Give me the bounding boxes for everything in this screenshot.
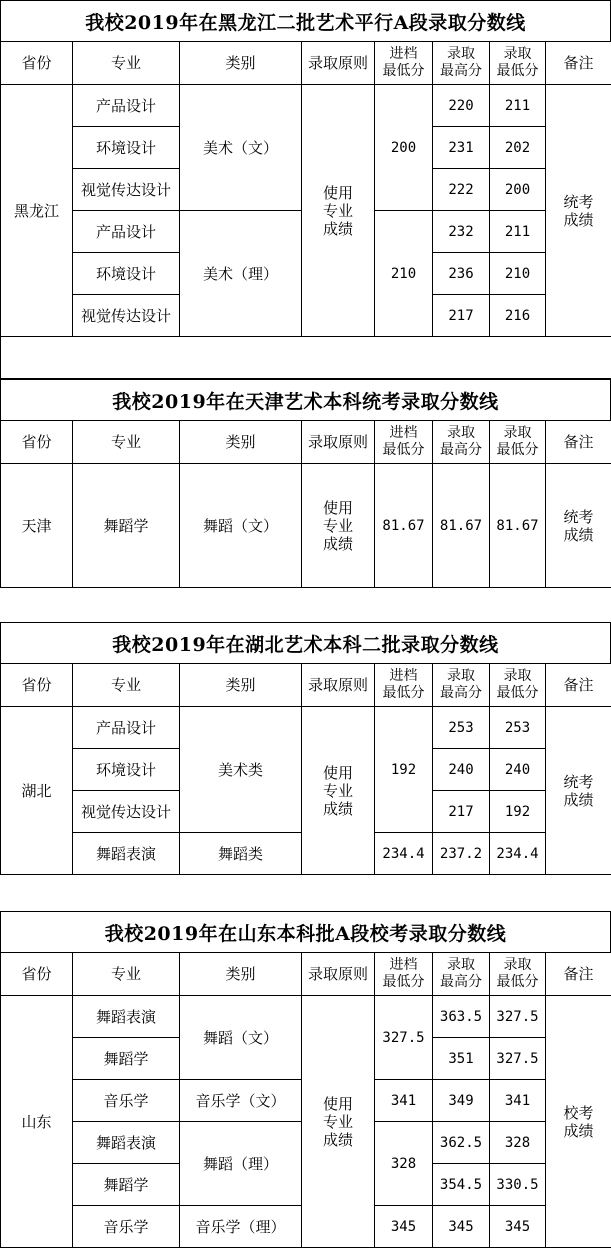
header-entry-min-l2: 最低分 [382, 685, 425, 701]
admit-min-cell: 211 [490, 85, 546, 127]
admit-max-cell: 81.67 [433, 464, 490, 588]
note-l1: 统考 [563, 507, 594, 526]
province-cell: 天津 [1, 464, 73, 588]
admit-min-cell: 216 [490, 295, 546, 337]
hubei-table [0, 663, 611, 875]
principle-l2: 专业 [322, 201, 353, 220]
table-row [1, 85, 611, 127]
header-category: 类别 [180, 42, 302, 85]
header-entry-min [375, 664, 433, 707]
shandong-title: 我校2019年在山东本科批A段校考录取分数线 [0, 911, 611, 952]
shandong-section [0, 911, 611, 1248]
header-principle: 录取原则 [302, 953, 375, 996]
header-admit-max [433, 953, 490, 996]
header-entry-min [375, 421, 433, 464]
major-cell: 舞蹈表演 [73, 833, 180, 875]
heilongjiang-table [0, 41, 611, 379]
province-cell: 湖北 [1, 707, 73, 875]
principle-l3: 成绩 [322, 799, 353, 818]
header-admit-max [433, 421, 490, 464]
header-entry-min-l1: 进档 [389, 46, 418, 62]
note-l2: 成绩 [563, 210, 594, 229]
major-cell: 舞蹈表演 [73, 1122, 180, 1164]
admit-max-cell: 351 [433, 1038, 490, 1080]
admit-min-cell: 202 [490, 127, 546, 169]
header-entry-min [375, 42, 433, 85]
empty-spacer-cell [1, 337, 611, 379]
header-principle: 录取原则 [302, 421, 375, 464]
category-cell: 美术类 [180, 707, 302, 833]
header-category: 类别 [180, 664, 302, 707]
principle-cell [302, 996, 375, 1248]
header-row [1, 664, 611, 707]
admit-max-cell: 231 [433, 127, 490, 169]
header-admit-min-l1: 录取 [503, 425, 532, 441]
note-cell [546, 464, 611, 588]
major-cell: 视觉传达设计 [73, 169, 180, 211]
principle-l2: 专业 [322, 1112, 353, 1131]
header-entry-min-l2: 最低分 [382, 974, 425, 990]
admit-max-cell: 363.5 [433, 996, 490, 1038]
note-cell [546, 707, 611, 875]
major-cell: 视觉传达设计 [73, 295, 180, 337]
admit-min-cell: 234.4 [490, 833, 546, 875]
category-cell: 舞蹈（理） [180, 1122, 302, 1206]
major-cell: 舞蹈表演 [73, 996, 180, 1038]
note-l2: 成绩 [563, 525, 594, 544]
principle-l1: 使用 [322, 183, 353, 202]
admit-max-cell: 345 [433, 1206, 490, 1248]
principle-l2: 专业 [322, 781, 353, 800]
major-cell: 舞蹈学 [73, 1038, 180, 1080]
province-cell: 山东 [1, 996, 73, 1248]
admit-max-cell: 354.5 [433, 1164, 490, 1206]
admit-max-cell: 222 [433, 169, 490, 211]
header-row [1, 953, 611, 996]
entry-min-cell: 327.5 [375, 996, 433, 1080]
heilongjiang-title: 我校2019年在黑龙江二批艺术平行A段录取分数线 [0, 0, 611, 41]
entry-min-cell: 210 [375, 211, 433, 337]
header-admit-max-l1: 录取 [447, 46, 475, 62]
principle-l3: 成绩 [322, 534, 353, 553]
principle-cell [302, 464, 375, 588]
admit-min-cell: 328 [490, 1122, 546, 1164]
header-admit-min-l1: 录取 [503, 957, 532, 973]
empty-spacer-row [1, 337, 611, 379]
table-row [1, 996, 611, 1038]
admit-min-cell: 211 [490, 211, 546, 253]
header-entry-min-l1: 进档 [389, 668, 418, 684]
note-l1: 统考 [563, 772, 594, 791]
principle-l3: 成绩 [322, 219, 353, 238]
header-admit-max-l2: 最高分 [440, 63, 482, 79]
header-major: 专业 [73, 953, 180, 996]
header-admit-min-l2: 最低分 [496, 63, 539, 79]
header-entry-min-l1: 进档 [389, 957, 418, 973]
header-principle: 录取原则 [302, 42, 375, 85]
principle-l2: 专业 [322, 516, 353, 535]
header-admit-min-l2: 最低分 [496, 685, 539, 701]
header-admit-min-l1: 录取 [503, 668, 532, 684]
admit-max-cell: 240 [433, 749, 490, 791]
entry-min-cell: 200 [375, 85, 433, 211]
major-cell: 产品设计 [73, 211, 180, 253]
category-cell: 美术（文） [180, 85, 302, 211]
tianjin-section [0, 379, 611, 588]
principle-cell [302, 707, 375, 875]
category-cell: 舞蹈（文） [180, 464, 302, 588]
category-cell: 音乐学（理） [180, 1206, 302, 1248]
note-l2: 成绩 [563, 1121, 594, 1140]
category-cell: 美术（理） [180, 211, 302, 337]
principle-cell [302, 85, 375, 337]
principle-l3: 成绩 [322, 1130, 353, 1149]
header-note: 备注 [546, 421, 611, 464]
header-entry-min [375, 953, 433, 996]
hubei-section [0, 622, 611, 875]
note-l1: 统考 [563, 192, 594, 211]
heilongjiang-section [0, 0, 611, 379]
header-province: 省份 [1, 421, 73, 464]
header-category: 类别 [180, 421, 302, 464]
header-province: 省份 [1, 664, 73, 707]
admit-min-cell: 240 [490, 749, 546, 791]
major-cell: 音乐学 [73, 1206, 180, 1248]
header-major: 专业 [73, 421, 180, 464]
header-admit-max-l1: 录取 [447, 425, 475, 441]
admit-min-cell: 81.67 [490, 464, 546, 588]
admit-max-cell: 253 [433, 707, 490, 749]
note-l2: 成绩 [563, 790, 594, 809]
header-admit-max [433, 664, 490, 707]
header-admit-min-l1: 录取 [503, 46, 532, 62]
admit-min-cell: 330.5 [490, 1164, 546, 1206]
header-note: 备注 [546, 953, 611, 996]
major-cell: 环境设计 [73, 749, 180, 791]
principle-l1: 使用 [322, 1094, 353, 1113]
principle-l1: 使用 [322, 498, 353, 517]
hubei-title: 我校2019年在湖北艺术本科二批录取分数线 [0, 622, 611, 663]
admit-max-cell: 362.5 [433, 1122, 490, 1164]
admit-min-cell: 345 [490, 1206, 546, 1248]
header-admit-max-l2: 最高分 [440, 442, 482, 458]
major-cell: 产品设计 [73, 85, 180, 127]
header-admit-min [490, 953, 546, 996]
header-principle: 录取原则 [302, 664, 375, 707]
major-cell: 舞蹈学 [73, 1164, 180, 1206]
header-entry-min-l1: 进档 [389, 425, 418, 441]
header-admit-min [490, 664, 546, 707]
admit-max-cell: 217 [433, 295, 490, 337]
header-entry-min-l2: 最低分 [382, 442, 425, 458]
admit-max-cell: 232 [433, 211, 490, 253]
admit-min-cell: 210 [490, 253, 546, 295]
header-province: 省份 [1, 953, 73, 996]
major-cell: 视觉传达设计 [73, 791, 180, 833]
principle-l1: 使用 [322, 763, 353, 782]
note-cell [546, 85, 611, 337]
major-cell: 音乐学 [73, 1080, 180, 1122]
note-l1: 校考 [563, 1103, 594, 1122]
entry-min-cell: 328 [375, 1122, 433, 1206]
header-admit-min [490, 42, 546, 85]
header-admit-min-l2: 最低分 [496, 442, 539, 458]
header-row [1, 421, 611, 464]
header-row [1, 42, 611, 85]
major-cell: 产品设计 [73, 707, 180, 749]
tianjin-table [0, 420, 611, 588]
table-row [1, 707, 611, 749]
header-admit-max-l2: 最高分 [440, 685, 482, 701]
header-admit-max-l2: 最高分 [440, 974, 482, 990]
note-cell [546, 996, 611, 1248]
tianjin-title: 我校2019年在天津艺术本科统考录取分数线 [0, 379, 611, 420]
entry-min-cell: 341 [375, 1080, 433, 1122]
header-note: 备注 [546, 664, 611, 707]
category-cell: 舞蹈（文） [180, 996, 302, 1080]
header-note: 备注 [546, 42, 611, 85]
table-row [1, 464, 611, 588]
admit-max-cell: 349 [433, 1080, 490, 1122]
major-cell: 舞蹈学 [73, 464, 180, 588]
header-admit-min-l2: 最低分 [496, 974, 539, 990]
province-cell: 黑龙江 [1, 85, 73, 337]
admit-min-cell: 327.5 [490, 1038, 546, 1080]
header-category: 类别 [180, 953, 302, 996]
header-major: 专业 [73, 42, 180, 85]
header-admit-max [433, 42, 490, 85]
admit-max-cell: 217 [433, 791, 490, 833]
header-admit-max-l1: 录取 [447, 957, 475, 973]
admit-max-cell: 236 [433, 253, 490, 295]
admit-min-cell: 192 [490, 791, 546, 833]
admit-max-cell: 220 [433, 85, 490, 127]
entry-min-cell: 234.4 [375, 833, 433, 875]
entry-min-cell: 345 [375, 1206, 433, 1248]
admit-min-cell: 253 [490, 707, 546, 749]
header-major: 专业 [73, 664, 180, 707]
major-cell: 环境设计 [73, 253, 180, 295]
entry-min-cell: 81.67 [375, 464, 433, 588]
shandong-table [0, 952, 611, 1248]
category-cell: 音乐学（文） [180, 1080, 302, 1122]
header-admit-max-l1: 录取 [447, 668, 475, 684]
admit-min-cell: 341 [490, 1080, 546, 1122]
header-entry-min-l2: 最低分 [382, 63, 425, 79]
admit-min-cell: 200 [490, 169, 546, 211]
admit-max-cell: 237.2 [433, 833, 490, 875]
admit-min-cell: 327.5 [490, 996, 546, 1038]
header-province: 省份 [1, 42, 73, 85]
major-cell: 环境设计 [73, 127, 180, 169]
category-cell: 舞蹈类 [180, 833, 302, 875]
entry-min-cell: 192 [375, 707, 433, 833]
header-admit-min [490, 421, 546, 464]
